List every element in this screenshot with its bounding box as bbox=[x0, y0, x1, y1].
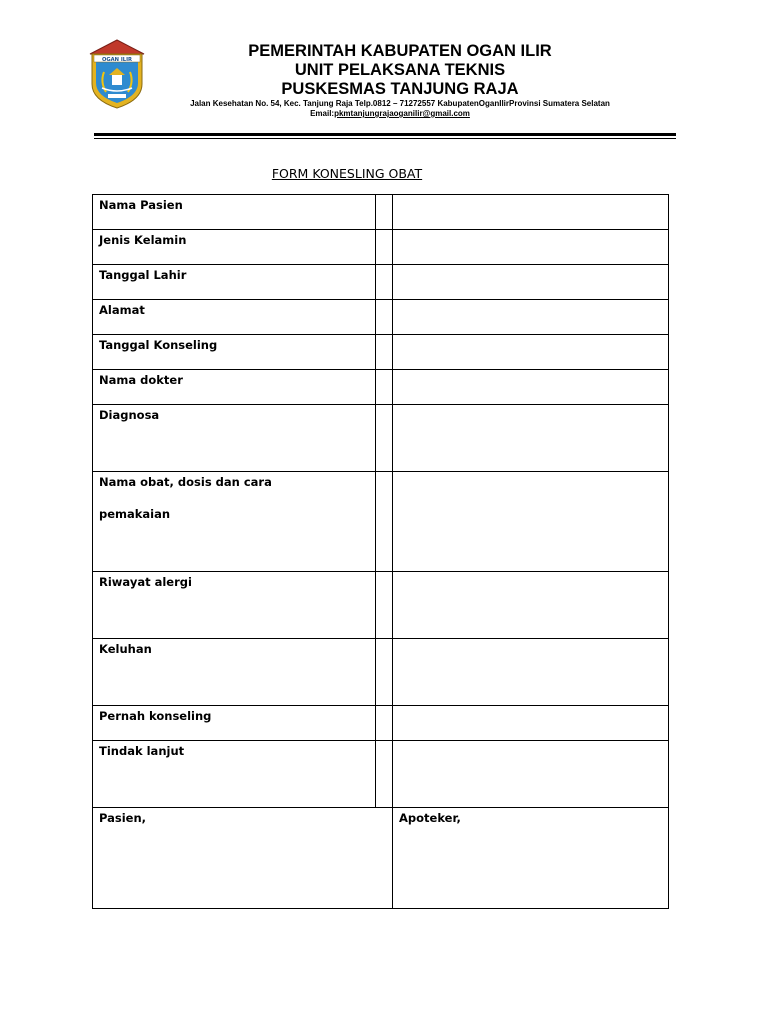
form-row-keluhan bbox=[93, 639, 669, 706]
form-separator-cell bbox=[376, 230, 393, 265]
form-value-cell[interactable] bbox=[393, 572, 669, 639]
form-value-cell[interactable] bbox=[393, 265, 669, 300]
form-title: FORM KONESLING OBAT bbox=[271, 166, 423, 181]
form-separator-cell bbox=[376, 370, 393, 405]
form-label-continuation: pemakaian bbox=[99, 507, 171, 521]
letterhead-unit: UNIT PELAKSANA TEKNIS bbox=[294, 61, 506, 79]
letterhead-rule-thick bbox=[94, 133, 676, 136]
form-label: Alamat bbox=[93, 300, 376, 335]
email-label: Email: bbox=[310, 109, 335, 118]
counseling-form-table bbox=[92, 194, 669, 909]
form-row-riwayat-alergi bbox=[93, 572, 669, 639]
form-row-tanggal-lahir bbox=[93, 265, 669, 300]
form-row-nama-pasien bbox=[93, 195, 669, 230]
form-separator-cell bbox=[376, 335, 393, 370]
form-label: Pernah konseling bbox=[93, 706, 376, 741]
letterhead-government: PEMERINTAH KABUPATEN OGAN ILIR bbox=[248, 42, 552, 60]
form-label: Nama dokter bbox=[93, 370, 376, 405]
letterhead-email-line bbox=[150, 109, 630, 119]
form-row-signatures bbox=[93, 808, 669, 909]
form-value-cell[interactable] bbox=[393, 741, 669, 808]
form-value-cell[interactable] bbox=[393, 335, 669, 370]
form-row-pernah-konseling bbox=[93, 706, 669, 741]
form-separator-cell bbox=[376, 706, 393, 741]
form-label: Jenis Kelamin bbox=[93, 230, 376, 265]
form-separator-cell bbox=[376, 472, 393, 572]
form-separator-cell bbox=[376, 265, 393, 300]
emblem-banner-text: OGAN ILIR bbox=[102, 56, 132, 63]
form-label: Tindak lanjut bbox=[93, 741, 376, 808]
letterhead-puskesmas: PUSKESMAS TANJUNG RAJA bbox=[281, 80, 519, 98]
form-label: Diagnosa bbox=[93, 405, 376, 472]
form-row-tanggal-konseling bbox=[93, 335, 669, 370]
form-label: Nama obat, dosis dan cara bbox=[99, 475, 272, 489]
form-value-cell[interactable] bbox=[393, 706, 669, 741]
form-value-cell[interactable] bbox=[393, 472, 669, 572]
form-value-cell[interactable] bbox=[393, 639, 669, 706]
form-row-jenis-kelamin bbox=[93, 230, 669, 265]
form-value-cell[interactable] bbox=[393, 370, 669, 405]
form-row-diagnosa bbox=[93, 405, 669, 472]
form-row-nama-obat bbox=[93, 472, 669, 572]
form-value-cell[interactable] bbox=[393, 405, 669, 472]
form-label: Keluhan bbox=[93, 639, 376, 706]
form-value-cell[interactable] bbox=[393, 230, 669, 265]
signature-patient[interactable]: Pasien, bbox=[93, 808, 393, 909]
form-label-cell bbox=[93, 472, 376, 572]
form-label: Tanggal Lahir bbox=[93, 265, 376, 300]
form-row-tindak-lanjut bbox=[93, 741, 669, 808]
form-row-nama-dokter bbox=[93, 370, 669, 405]
form-value-cell[interactable] bbox=[393, 195, 669, 230]
form-value-cell[interactable] bbox=[393, 300, 669, 335]
form-label: Nama Pasien bbox=[93, 195, 376, 230]
form-separator-cell bbox=[376, 572, 393, 639]
letterhead-rule-thin bbox=[94, 138, 676, 139]
form-separator-cell bbox=[376, 741, 393, 808]
ogan-ilir-regency-emblem-icon bbox=[86, 38, 148, 110]
form-label: Riwayat alergi bbox=[93, 572, 376, 639]
form-separator-cell bbox=[376, 300, 393, 335]
form-separator-cell bbox=[376, 195, 393, 230]
form-label: Tanggal Konseling bbox=[93, 335, 376, 370]
signature-pharmacist[interactable]: Apoteker, bbox=[393, 808, 669, 909]
email-link[interactable]: pkmtanjungrajaoganilir@gmail.com bbox=[334, 109, 470, 118]
form-separator-cell bbox=[376, 639, 393, 706]
form-separator-cell bbox=[376, 405, 393, 472]
form-row-alamat bbox=[93, 300, 669, 335]
letterhead-address: Jalan Kesehatan No. 54, Kec. Tanjung Raja Telp.0812 – 71272557 KabupatenOganIlirProvinsi Sumatera Selatan bbox=[190, 99, 610, 108]
